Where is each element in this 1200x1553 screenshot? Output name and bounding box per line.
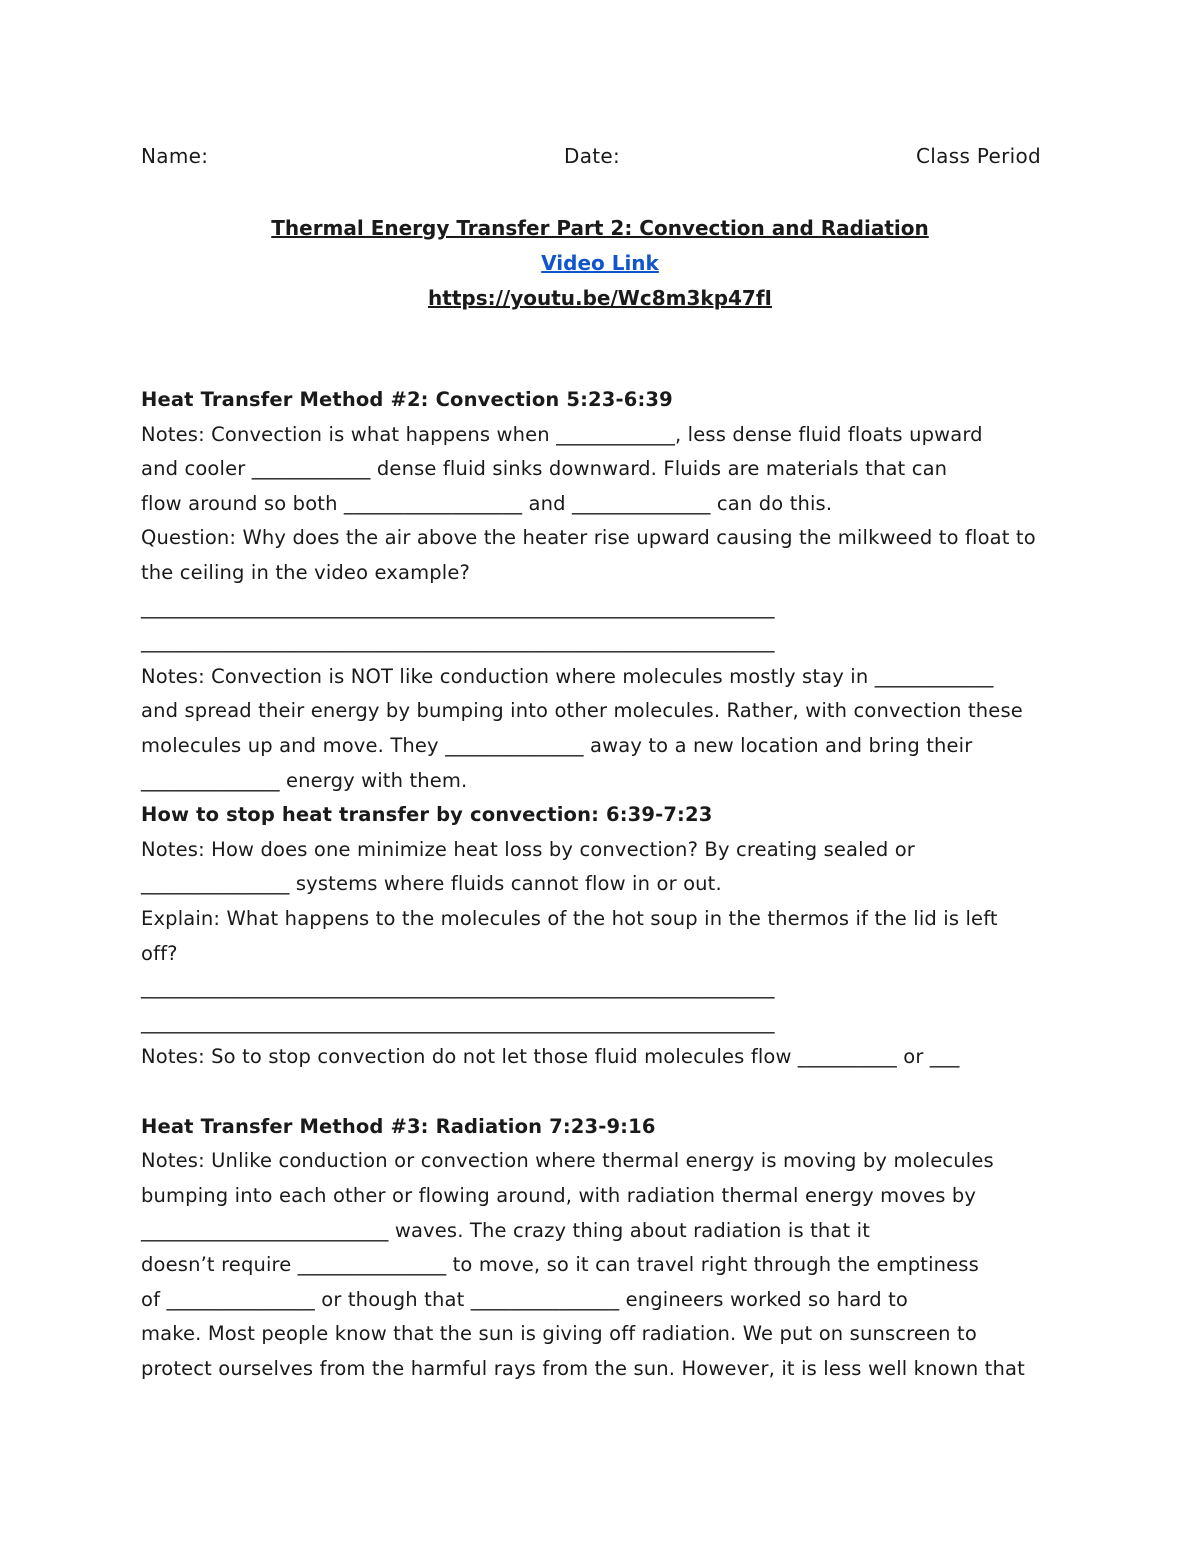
class-period-label: Class Period <box>916 144 1041 168</box>
section-spacer <box>141 1075 1071 1110</box>
convection-line: and spread their energy by bumping into other molecules. Rather, with convection these <box>141 699 1023 723</box>
answer-line[interactable]: ________________________________________________________________ <box>141 1010 775 1034</box>
answer-line[interactable]: ________________________________________________________________ <box>141 976 775 1000</box>
convection-line: flow around so both __________________ and ______________ can do this. <box>141 491 833 515</box>
name-label: Name: <box>141 144 209 168</box>
radiation-heading: Heat Transfer Method #3: Radiation 7:23-9:16 <box>141 1114 656 1138</box>
stop-convection-heading: How to stop heat transfer by convection: 6:39-7:23 <box>141 803 713 827</box>
worksheet-title: Thermal Energy Transfer Part 2: Convection and Radiation <box>271 216 929 240</box>
convection-heading: Heat Transfer Method #2: Convection 5:23-6:39 <box>141 388 673 411</box>
video-link[interactable]: Video Link <box>541 251 659 275</box>
video-url[interactable]: https://youtu.be/Wc8m3kp47fI <box>428 286 772 310</box>
radiation-line: doesn’t require _______________ to move, so it can travel right through the emptiness <box>141 1253 979 1277</box>
convection-line: Question: Why does the air above the heater rise upward causing the milkweed to float to <box>141 526 1036 550</box>
convection-line: Notes: Convection is NOT like conduction where molecules mostly stay in ____________ <box>141 664 994 688</box>
convection-line: Notes: Convection is what happens when ____________, less dense fluid floats upward <box>141 422 983 446</box>
convection-line: and cooler ____________ dense fluid sinks downward. Fluids are materials that can <box>141 457 948 481</box>
convection-line: the ceiling in the video example? <box>141 560 470 584</box>
answer-line[interactable]: ________________________________________________________________ <box>141 595 775 619</box>
stop-convection-line: Notes: So to stop convection do not let those fluid molecules flow __________ or ___ <box>141 1045 960 1069</box>
radiation-line: Notes: Unlike conduction or convection where thermal energy is moving by molecules <box>141 1149 994 1173</box>
title-block <box>0 213 1200 318</box>
stop-convection-line: Notes: How does one minimize heat loss by convection? By creating sealed or <box>141 837 915 861</box>
student-info-header <box>141 144 1041 174</box>
stop-convection-line: off? <box>141 941 178 965</box>
answer-line[interactable]: ________________________________________________________________ <box>141 630 775 654</box>
radiation-line: _________________________ waves. The crazy thing about radiation is that it <box>141 1218 871 1242</box>
radiation-line: of _______________ or though that _______________ engineers worked so hard to <box>141 1287 908 1311</box>
radiation-line: bumping into each other or flowing around, with radiation thermal energy moves by <box>141 1184 977 1208</box>
convection-line: ______________ energy with them. <box>141 768 468 792</box>
radiation-line: make. Most people know that the sun is giving off radiation. We put on sunscreen to <box>141 1322 977 1346</box>
date-label: Date: <box>564 144 621 168</box>
worksheet-body <box>141 383 1071 1387</box>
convection-line: molecules up and move. They ______________ away to a new location and bring their <box>141 733 973 757</box>
stop-convection-line: Explain: What happens to the molecules of the hot soup in the thermos if the lid is left <box>141 906 998 930</box>
radiation-line: protect ourselves from the harmful rays from the sun. However, it is less well known that <box>141 1357 1025 1381</box>
stop-convection-line: _______________ systems where fluids cannot flow in or out. <box>141 872 722 896</box>
